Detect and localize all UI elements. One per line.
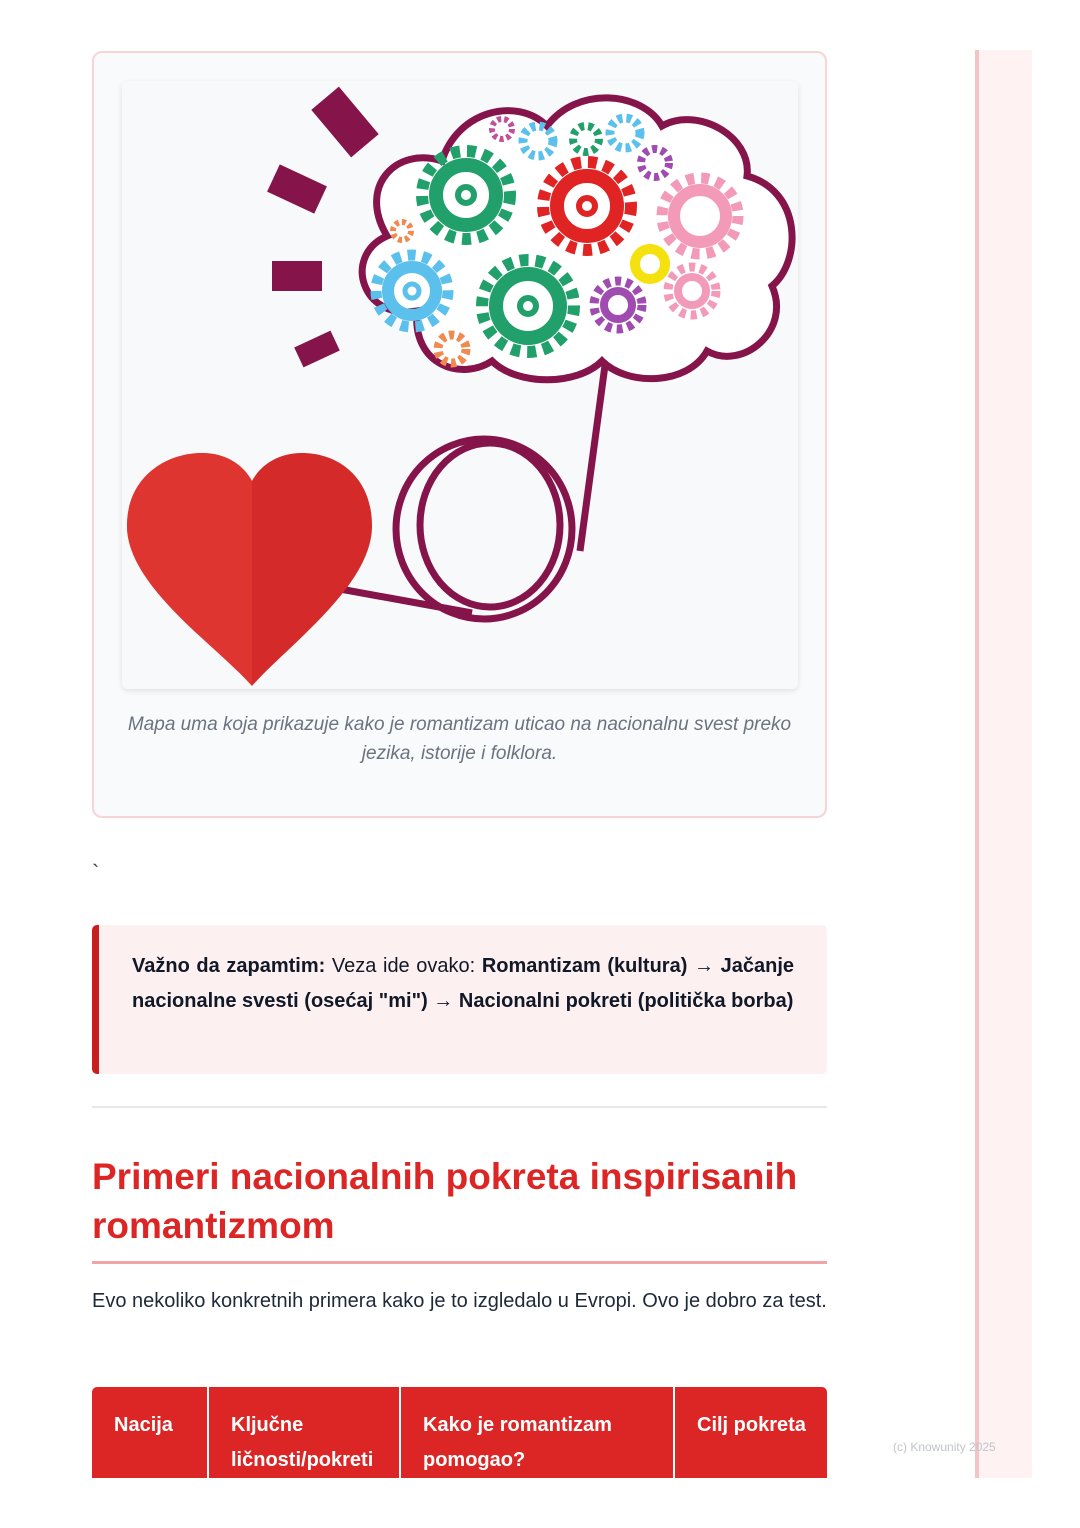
section-divider xyxy=(92,1106,827,1108)
section-intro: Evo nekoliko konkretnih primera kako je to izgledalo u Evropi. Ovo je dobro za test. xyxy=(92,1290,827,1312)
stray-backtick: ` xyxy=(92,860,100,885)
figure-card xyxy=(92,51,827,818)
callout-step-3: Nacionalni pokreti (politička borba) xyxy=(458,990,794,1012)
figure-caption: Mapa uma koja prikazuje kako je romantizam uticao na nacionalnu svest preko jezika, istorije i folklora. xyxy=(127,714,792,764)
column-header-how-romanticism-helped: Kako je romantizam pomogao? xyxy=(400,1387,674,1478)
column-header-key-figures: Ključne ličnosti/pokreti xyxy=(208,1387,400,1478)
callout-step-1: Romantizam (kultura) xyxy=(481,955,688,977)
table-header-row xyxy=(92,1387,827,1478)
callout-text: Veza ide ovako: xyxy=(325,955,482,977)
arrow-right-icon: → xyxy=(427,990,459,1012)
arrow-right-icon: → xyxy=(687,955,721,977)
column-header-nation: Nacija xyxy=(92,1387,208,1478)
heart-brain-illustration xyxy=(122,81,798,689)
column-header-goal: Cilj pokreta xyxy=(674,1387,827,1478)
callout-lead: Važno da zapamtim: xyxy=(132,955,326,977)
right-sidebar-strip xyxy=(975,50,1032,1478)
movements-table xyxy=(92,1387,827,1478)
callout-step-2: Jačanje nacionalne svesti (osećaj "mi") xyxy=(132,955,794,1012)
mind-map-image xyxy=(122,81,798,689)
copyright-notice: (c) Knowunity 2025 xyxy=(893,1440,996,1454)
key-takeaway-callout xyxy=(92,925,827,1074)
section-heading: Primeri nacionalnih pokreta inspirisanih romantizmom xyxy=(92,1156,798,1246)
heading-underline xyxy=(92,1261,827,1264)
